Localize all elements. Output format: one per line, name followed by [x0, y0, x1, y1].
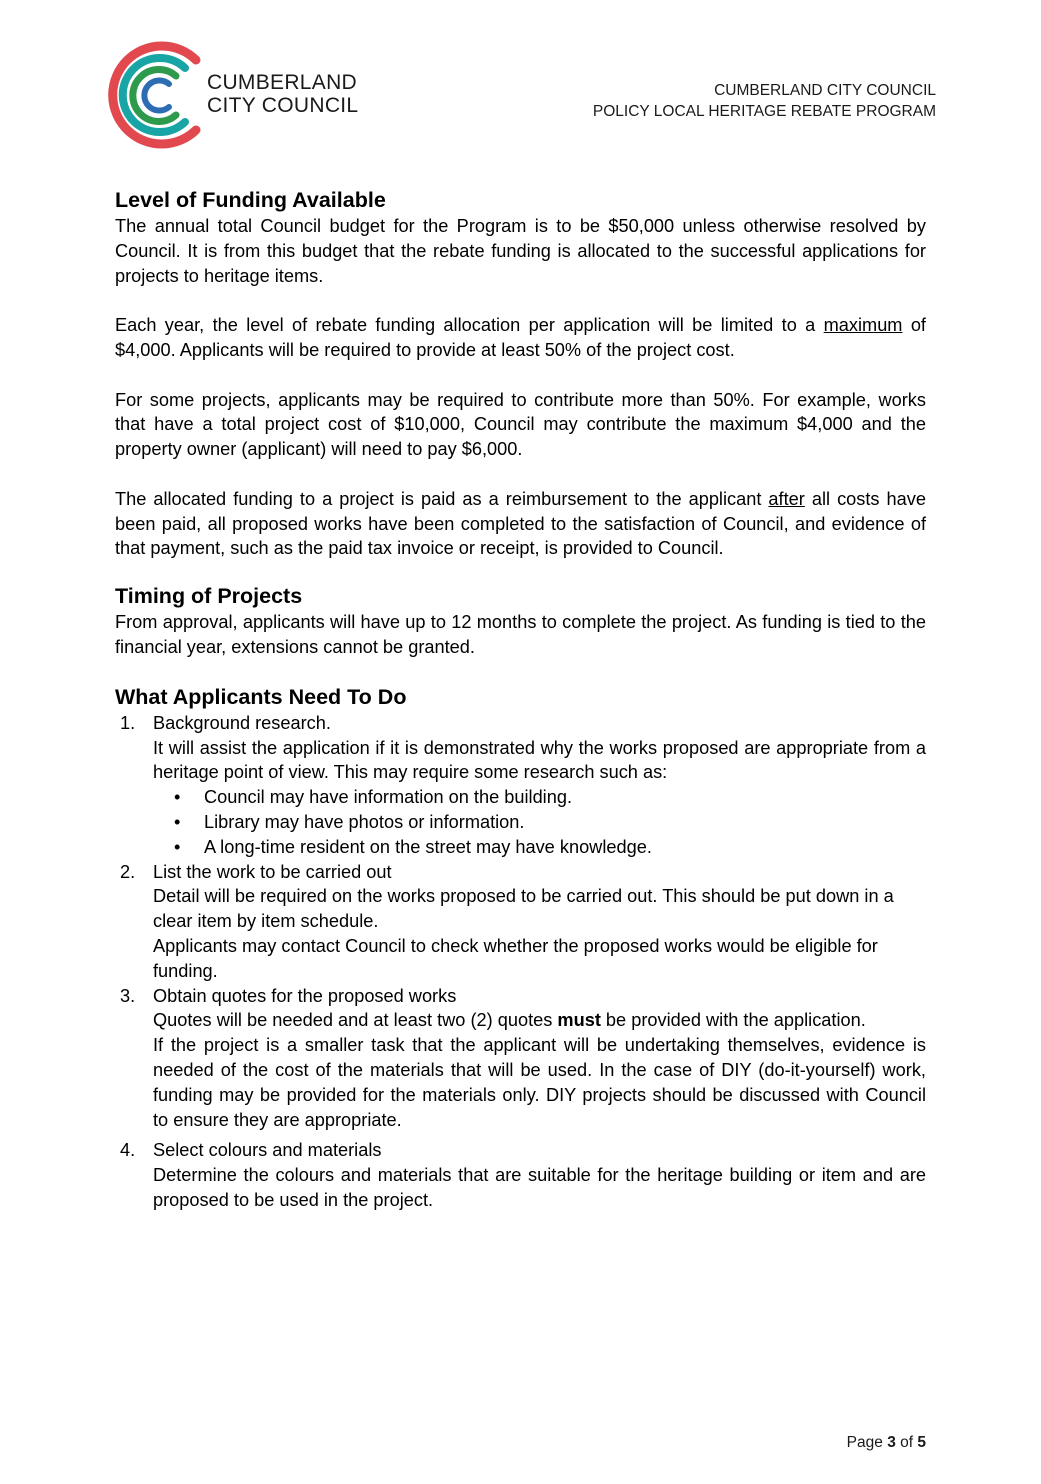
- council-logo: [103, 38, 363, 150]
- list-item: • Council may have information on the building.: [153, 785, 926, 810]
- list-item: [115, 711, 926, 860]
- step-body: Quotes will be needed and at least two (2) quotes must be provided with the application.: [153, 1010, 866, 1031]
- step-number: 4.: [120, 1140, 136, 1161]
- step-title: Background research.: [153, 712, 331, 733]
- list-item: [115, 1138, 926, 1212]
- list-item: • A long-time resident on the street may have knowledge.: [153, 835, 926, 860]
- heading-applicants: What Applicants Need To Do: [115, 684, 407, 709]
- running-header: [593, 80, 936, 122]
- page-number: Page 3 of 5: [846, 1434, 926, 1451]
- step-number: 1.: [120, 712, 136, 733]
- heading-funding: Level of Funding Available: [115, 188, 386, 212]
- step-title: List the work to be carried out: [153, 861, 392, 882]
- bullet-icon: •: [174, 787, 181, 808]
- must-emphasis: must: [557, 1010, 601, 1031]
- logo-ring-green: [133, 70, 176, 122]
- applicant-steps-list: [115, 711, 926, 1213]
- step-body-2: If the project is a smaller task that the applicant will be undertaking themselves, evidence is needed of the cost of the materials that will be used. In the case of DIY (do-it-yourself) work, funding may be provided for the materials only. DIY projects should be discussed with Council to ensure they are appropriate.: [153, 1035, 926, 1130]
- logo-wordmark: [207, 71, 358, 117]
- logo-line-1: CUMBERLAND: [207, 71, 358, 94]
- step-body: Determine the colours and materials that are suitable for the heritage building or item and are proposed to be used in the project.: [153, 1165, 926, 1210]
- step-title: Select colours and materials: [153, 1140, 382, 1161]
- timing-paragraph: From approval, applicants will have up to 12 months to complete the project. As funding is tied to the financial year, extensions cannot be granted.: [115, 612, 926, 657]
- list-item: [115, 860, 926, 984]
- bullet-icon: •: [174, 836, 181, 857]
- logo-ring-blue: [144, 81, 169, 111]
- logo-line-2: CITY COUNCIL: [207, 94, 359, 117]
- funding-paragraph-4: The allocated funding to a project is paid as a reimbursement to the applicant after all costs have been paid, all proposed works have been completed to the satisfaction of Council, and evidence of that payment, such as the paid tax invoice or receipt, is provided to Council.: [115, 488, 926, 559]
- funding-paragraph-1: The annual total Council budget for the Program is to be $50,000 unless otherwise resolved by Council. It is from this budget that the rebate funding is allocated to the successful applications for projects to heritage items.: [115, 216, 926, 286]
- step-number: 2.: [120, 861, 136, 882]
- funding-paragraph-3: For some projects, applicants may be required to contribute more than 50%. For example, works that have a total project cost of $10,000, Council may contribute the maximum $4,000 and the property owner (applicant) will need to pay $6,000.: [115, 389, 926, 460]
- funding-paragraph-2: Each year, the level of rebate funding allocation per application will be limited to a maximum of $4,000. Applicants will be required to provide at least 50% of the project cost.: [115, 315, 926, 360]
- step-number: 3.: [120, 985, 136, 1006]
- step-body-2: Applicants may contact Council to check whether the proposed works would be eligible for funding.: [153, 935, 878, 981]
- bullet-icon: •: [174, 811, 181, 832]
- step-body: It will assist the application if it is demonstrated why the works proposed are appropriate from a heritage point of view. This may require some research such as:: [153, 737, 926, 783]
- maximum-underline: maximum: [823, 315, 903, 336]
- header-policy: POLICY LOCAL HERITAGE REBATE PROGRAM: [592, 103, 936, 120]
- heading-timing: Timing of Projects: [115, 584, 303, 609]
- list-item: • Library may have photos or information.: [153, 810, 926, 835]
- document-body: [115, 186, 926, 1213]
- header-org: CUMBERLAND CITY COUNCIL: [714, 82, 936, 99]
- list-item: [115, 984, 926, 1133]
- step-body: Detail will be required on the works proposed to be carried out. This should be put down in a clear item by item schedule.: [153, 886, 894, 932]
- after-underline: after: [768, 488, 805, 509]
- council-logo-icon: [103, 38, 203, 150]
- research-sources-list: [153, 785, 926, 859]
- step-title: Obtain quotes for the proposed works: [153, 985, 457, 1006]
